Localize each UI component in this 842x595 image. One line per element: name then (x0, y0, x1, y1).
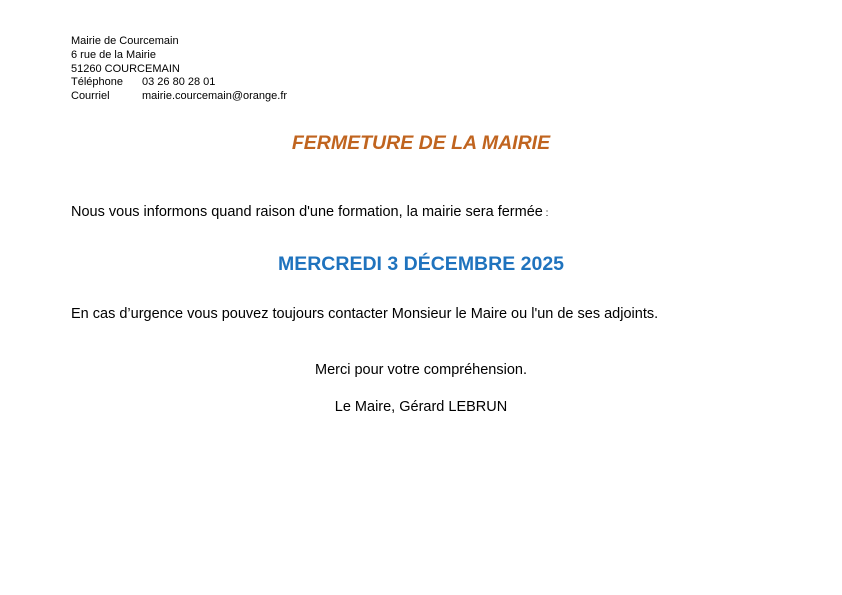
urgent-contact-text: En cas d’urgence vous pouvez toujours contacter Monsieur le Maire ou l'un de ses adjoints. (71, 306, 659, 322)
email-label: Courriel (71, 90, 110, 103)
letterhead (71, 35, 287, 104)
closure-date: MERCREDI 3 DÉCEMBRE 2025 (277, 253, 565, 275)
phone-row (71, 76, 287, 90)
thanks-text: Merci pour votre compréhension. (315, 362, 527, 378)
notice-title: FERMETURE DE LA MAIRIE (291, 132, 551, 154)
phone-value: 03 26 80 28 01 (142, 76, 216, 89)
email-value: mairie.courcemain@orange.fr (142, 90, 288, 103)
street-address: 6 rue de la Mairie (71, 48, 156, 61)
phone-label: Téléphone (71, 76, 123, 89)
mairie-name: Mairie de Courcemain (71, 35, 179, 47)
signature: Le Maire, Gérard LEBRUN (334, 399, 508, 415)
intro-colon: : (542, 208, 549, 219)
email-row (71, 90, 287, 104)
city-address: 51260 COURCEMAIN (71, 62, 180, 75)
notice-intro (71, 204, 548, 220)
intro-text: Nous vous informons quand raison d'une formation, la mairie sera fermée (71, 204, 543, 220)
